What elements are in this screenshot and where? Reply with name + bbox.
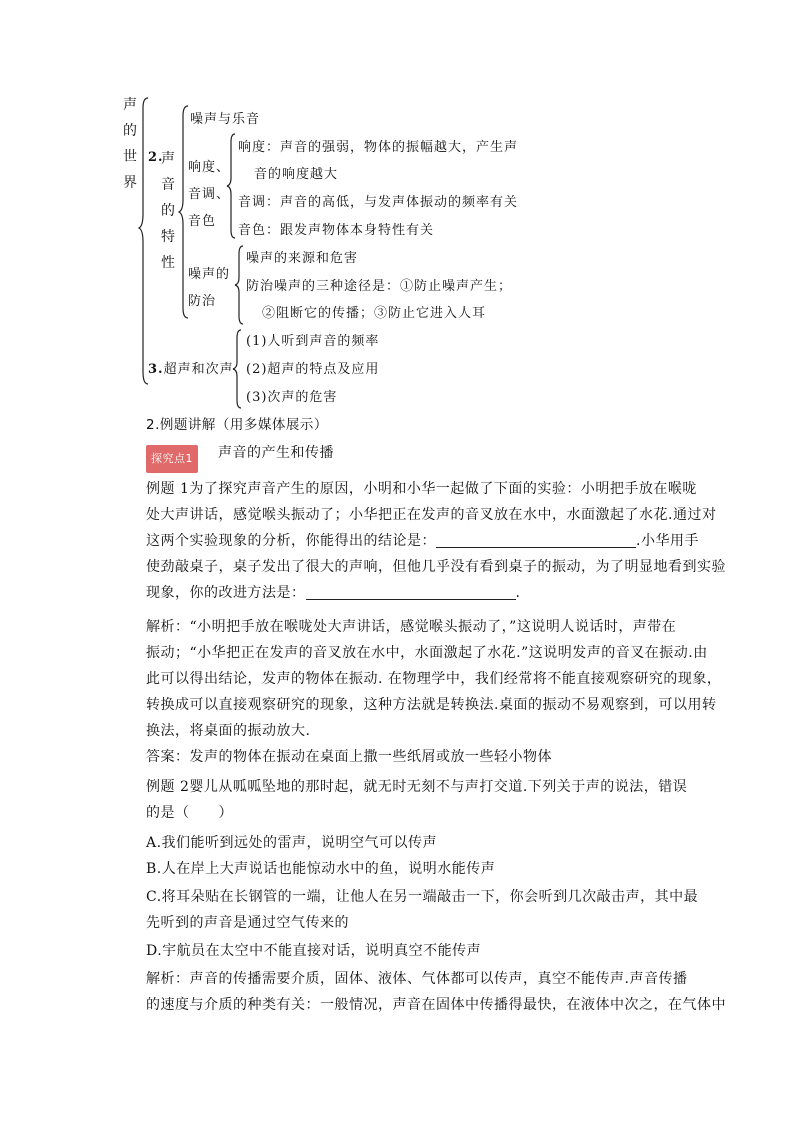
- timbre-line: 音色：跟发声物体本身特性有关: [238, 223, 435, 238]
- root-label: 声 的 世 界: [123, 97, 137, 191]
- exploration-badge: 探究点1: [146, 445, 198, 473]
- section2-number: 2.: [148, 150, 164, 165]
- loudness-line2: 音的响度越大: [254, 167, 339, 182]
- example1-line3: 这两个实验现象的分析，你能得出的结论是： .小华用手: [146, 533, 699, 549]
- analysis2-line1: 解析：声音的传播需要介质，固体、液体、气体都可以传声，真空不能传声.声音传播: [146, 971, 688, 987]
- root-brace: [138, 96, 152, 386]
- noise-ways-line2: ②阻断它的传播；③防止它进入人耳: [262, 306, 487, 321]
- section3-label: 3.超声和次声: [148, 362, 234, 377]
- answer1: 答案：发声的物体在振动在桌面上撒一些纸屑或放一些轻小物体: [146, 749, 552, 765]
- option-a: A.我们能听到远处的雷声，说明空气可以传声: [146, 835, 438, 851]
- loudness-line1: 响度：声音的强弱，物体的振幅越大，产生声: [238, 140, 519, 155]
- noise-source: 噪声的来源和危害: [246, 251, 359, 266]
- properties-brace: [226, 132, 238, 240]
- section-heading: 2.例题讲解（用多媒体展示）: [146, 417, 328, 433]
- section2-label: 声 音 的 特 性: [161, 151, 175, 271]
- example1-line5: 现象，你的改进方法是： .: [146, 585, 521, 601]
- option-b: B.人在岸上大声说话也能惊动水中的鱼，说明水能传声: [146, 861, 496, 877]
- noise-ways-line1: 防治噪声的三种途径是：①防止噪声产生；: [246, 279, 513, 294]
- answer-blank-2[interactable]: [306, 583, 516, 600]
- option-d: D.宇航员在太空中不能直接对话，说明真空不能传声: [146, 943, 482, 959]
- noise-music: 噪声与乐音: [190, 112, 261, 127]
- section3-brace: [232, 328, 244, 410]
- example1-line1: 例题 1为了探究声音产生的原因，小明和小华一起做了下面的实验：小明把手放在喉咙: [146, 481, 697, 497]
- analysis2-line2: 的速度与介质的种类有关：一般情况，声音在固体中传播得最快，在液体中次之，在气体中: [146, 997, 726, 1013]
- analysis1-line5: 换法，将桌面的振动放大.: [146, 723, 311, 739]
- ultrasound-item-1: (1)人听到声音的频率: [246, 334, 380, 349]
- example2-line2: 的是（ ）: [146, 805, 233, 821]
- ultrasound-item-3: (3)次声的危害: [246, 390, 338, 405]
- topic-title: 声音的产生和传播: [218, 445, 334, 461]
- noise-control-label: 噪声的 防治: [188, 267, 231, 309]
- example1-line2: 处大声讲话，感觉喉头振动了；小华把正在发声的音叉放在水中，水面激起了水花.通过对: [146, 507, 717, 523]
- example2-line1: 例题 2婴儿从呱呱坠地的那时起，就无时无刻不与声打交道.下列关于声的说法，错误: [146, 779, 688, 795]
- analysis1-line2: 振动；“小华把正在发声的音叉放在水中，水面激起了水花.”这说明发声的音叉在振动.由: [146, 645, 708, 661]
- properties-label: 响度、 音调、 音色: [188, 160, 231, 229]
- pitch-line: 音调：声音的高低，与发声体振动的频率有关: [238, 195, 519, 210]
- analysis1-line4: 转换成可以直接观察研究的现象，这种方法就是转换法.桌面的振动不易观察到，可以用转: [146, 697, 717, 713]
- option-c-line2: 先听到的声音是通过空气传来的: [146, 915, 349, 931]
- noise-brace: [234, 244, 246, 326]
- analysis1-line3: 此可以得出结论，发声的物体在振动. 在物理学中，我们经常将不能直接观察研究的现象，: [146, 671, 722, 687]
- example1-line4: 使劲敲桌子，桌子发出了很大的声响，但他几乎没有看到桌子的振动，为了明显地看到实验: [146, 559, 726, 575]
- answer-blank-1[interactable]: [436, 531, 636, 548]
- option-c-line1: C.将耳朵贴在长钢管的一端，让他人在另一端敲击一下，你会听到几次敲击声，其中最: [146, 889, 699, 905]
- analysis1-line1: 解析：“小明把手放在喉咙处大声讲话，感觉喉头振动了，”这说明人说话时，声带在: [146, 619, 677, 635]
- ultrasound-item-2: (2)超声的特点及应用: [246, 362, 380, 377]
